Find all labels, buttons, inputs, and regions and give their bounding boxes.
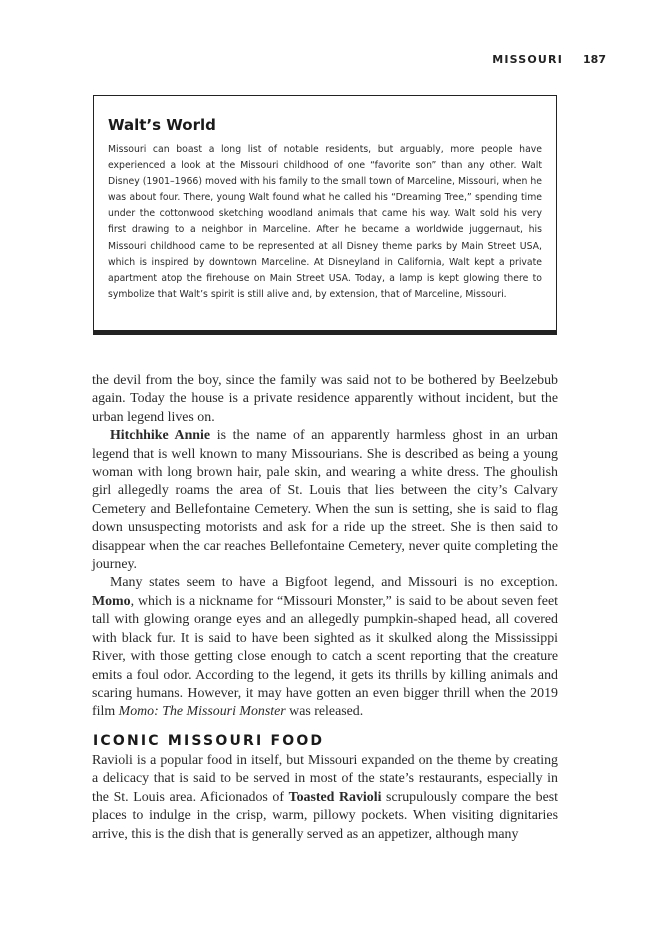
sidebar-box [93,95,557,335]
paragraph-hitchhike-annie-text: is the name of an apparently harmless ghost in an urban legend that is well known to many Missourians. She is described as being a young woman with long brown hair, pale skin, and wearing a white dress. The ghoulish girl allegedly roams the area of St. Louis that lies between the city’s Calvary Cemetery and Bellefontaine Cemetery. When the sun is setting, she is said to flag down unsuspecting motorists and ask for a ride up the street. She is then said to disappear when the car reaches Bellefontaine Cemetery, never quite completing the journey. [92,428,558,573]
film-title: Momo: The Missouri Monster [118,704,286,720]
term-hitchhike-annie: Hitchhike Annie [110,428,211,444]
paragraph-momo-end: was released. [285,704,364,720]
paragraph-devil [92,372,558,427]
paragraph-momo-mid: , which is a nickname for “Missouri Monster,” is said to be about seven feet tall with glowing orange eyes and an allegedly pumpkin-shaped head, all covered with black fur. It is said to have been sighted as it skulked along the Mississippi River, with those getting close enough to catch a scent reporting that the creature emits a foul odor. According to the legend, it gets its thrills by killing animals and scaring humans. However, it may have gotten an even bigger thrill when the 2019 film [92,593,558,720]
paragraph-ravioli-rest: scrupulously compare the best places to indulge in the crisp, warm, pillowy pockets. When visiting dignitaries arrive, this is the dish that is generally served as an appetizer, although many [92,789,559,842]
sidebar-body: Missouri can boast a long list of notable residents, but arguably, more people have experienced a look at the Missouri childhood of one “favorite son” than any other. Walt Disney (1901–1966) moved with his family to the small town of Marceline, Missouri, when he was about four. There, young Walt found what he called his “Dreaming Tree,” spending time under the cottonwood sketching woodland animals that came his way. Walt sold his very first drawing to a neighbor in Marceline. After he became a worldwide juggernaut, his Missouri childhood came to be represented at all Disney theme parks by Main Street USA, which is inspired by downtown Marceline. At Disneyland in California, Walt kept a private apartment atop the firehouse on Main Street USA. Today, a lamp is kept glowing there to symbolize that Walt’s spirit is still alive and, by extension, that of Marceline, Missouri. [108,144,542,300]
main-text [92,372,558,722]
section-heading: ICONIC MISSOURI FOOD [93,733,325,749]
paragraph-ravioli-start: Ravioli is a popular food in itself, but Missouri expanded on the theme by creating a delicacy that is said to be served in most of the state’s restaurants, especially in the St. Louis area. Aficionados of [92,753,558,805]
paragraph-ravioli [92,752,558,844]
running-head-section: MISSOURI [492,53,564,66]
paragraph-momo-start: Many states seem to have a Bigfoot legend, and Missouri is no exception. [110,575,558,591]
paragraph-devil-text: the devil from the boy, since the family was said not to be bothered by Beelzebub again. Today the house is a private residence apparently without incident, but the urban legend lives on. [92,373,558,425]
paragraph-hitchhike-annie [92,427,558,574]
section-text [92,752,558,844]
sidebar-title: Walt’s World [108,116,216,134]
running-header [492,53,606,66]
page-number: 187 [583,53,606,66]
term-toasted-ravioli: Toasted Ravioli [288,789,382,805]
paragraph-momo [92,574,558,721]
term-momo: Momo [92,593,131,609]
